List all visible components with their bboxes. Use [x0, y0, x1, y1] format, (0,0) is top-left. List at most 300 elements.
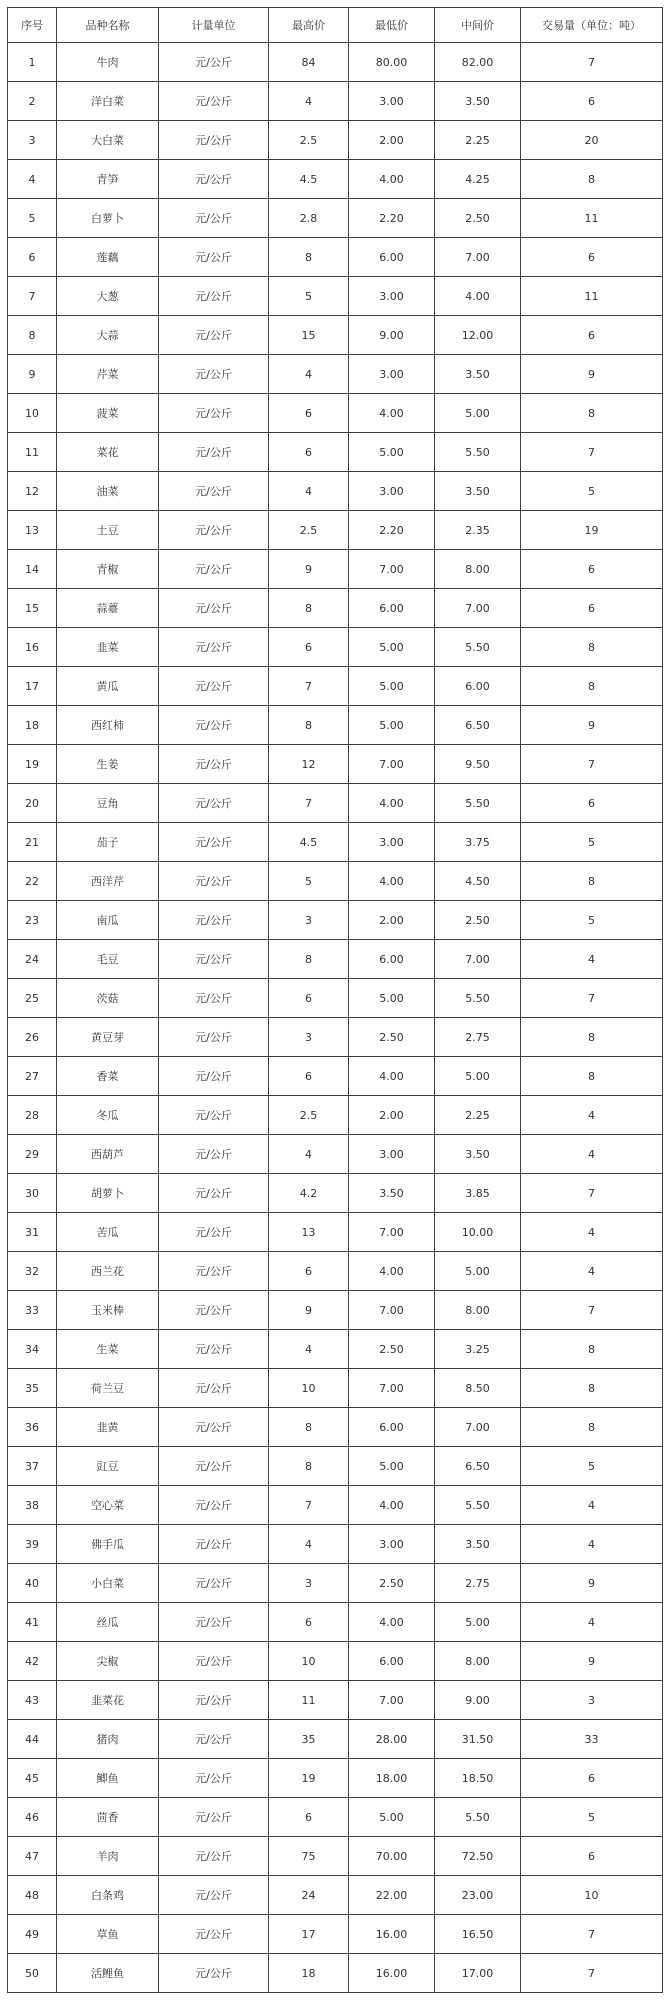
cell-index: 49 [8, 1915, 57, 1954]
header-variety-name: 品种名称 [57, 8, 159, 43]
cell-mid-price: 5.00 [435, 1057, 521, 1096]
header-max-price: 最高价 [269, 8, 349, 43]
cell-max-price: 10 [269, 1642, 349, 1681]
cell-max-price: 4.5 [269, 160, 349, 199]
cell-volume: 33 [521, 1720, 663, 1759]
cell-index: 5 [8, 199, 57, 238]
cell-variety-name: 韭菜 [57, 628, 159, 667]
table-row [8, 160, 663, 199]
table-row [8, 1447, 663, 1486]
cell-mid-price: 5.00 [435, 1252, 521, 1291]
cell-volume: 3 [521, 1681, 663, 1720]
cell-mid-price: 6.00 [435, 667, 521, 706]
cell-mid-price: 8.00 [435, 1291, 521, 1330]
cell-volume: 6 [521, 1837, 663, 1876]
cell-max-price: 4 [269, 472, 349, 511]
cell-index: 37 [8, 1447, 57, 1486]
cell-max-price: 7 [269, 1486, 349, 1525]
cell-index: 45 [8, 1759, 57, 1798]
cell-index: 27 [8, 1057, 57, 1096]
cell-unit: 元/公斤 [159, 472, 269, 511]
cell-variety-name: 尖椒 [57, 1642, 159, 1681]
cell-min-price: 6.00 [349, 940, 435, 979]
cell-min-price: 4.00 [349, 160, 435, 199]
cell-max-price: 13 [269, 1213, 349, 1252]
cell-index: 24 [8, 940, 57, 979]
cell-mid-price: 5.50 [435, 433, 521, 472]
cell-variety-name: 油菜 [57, 472, 159, 511]
table-row [8, 1876, 663, 1915]
cell-mid-price: 2.25 [435, 121, 521, 160]
header-unit: 计量单位 [159, 8, 269, 43]
cell-max-price: 2.5 [269, 121, 349, 160]
table-row [8, 1252, 663, 1291]
cell-index: 28 [8, 1096, 57, 1135]
cell-index: 14 [8, 550, 57, 589]
cell-max-price: 8 [269, 940, 349, 979]
cell-index: 18 [8, 706, 57, 745]
cell-index: 6 [8, 238, 57, 277]
cell-volume: 4 [521, 1525, 663, 1564]
cell-index: 35 [8, 1369, 57, 1408]
cell-unit: 元/公斤 [159, 277, 269, 316]
table-row [8, 589, 663, 628]
cell-volume: 7 [521, 1915, 663, 1954]
table-row [8, 433, 663, 472]
table-row [8, 1954, 663, 1993]
cell-variety-name: 黄豆芽 [57, 1018, 159, 1057]
cell-max-price: 6 [269, 1603, 349, 1642]
table-row [8, 550, 663, 589]
cell-unit: 元/公斤 [159, 1915, 269, 1954]
cell-max-price: 75 [269, 1837, 349, 1876]
cell-variety-name: 丝瓜 [57, 1603, 159, 1642]
cell-min-price: 4.00 [349, 394, 435, 433]
cell-unit: 元/公斤 [159, 1954, 269, 1993]
cell-unit: 元/公斤 [159, 1252, 269, 1291]
cell-max-price: 5 [269, 277, 349, 316]
cell-volume: 6 [521, 1759, 663, 1798]
header-index: 序号 [8, 8, 57, 43]
cell-unit: 元/公斤 [159, 1681, 269, 1720]
cell-variety-name: 茴香 [57, 1798, 159, 1837]
cell-variety-name: 大葱 [57, 277, 159, 316]
table-row [8, 121, 663, 160]
cell-volume: 4 [521, 940, 663, 979]
table-row [8, 1525, 663, 1564]
cell-min-price: 80.00 [349, 43, 435, 82]
table-row [8, 316, 663, 355]
cell-max-price: 15 [269, 316, 349, 355]
cell-mid-price: 3.50 [435, 1525, 521, 1564]
price-table [7, 7, 663, 1993]
cell-unit: 元/公斤 [159, 433, 269, 472]
cell-variety-name: 芹菜 [57, 355, 159, 394]
cell-mid-price: 5.50 [435, 784, 521, 823]
cell-max-price: 4.5 [269, 823, 349, 862]
cell-mid-price: 9.00 [435, 1681, 521, 1720]
cell-unit: 元/公斤 [159, 1018, 269, 1057]
cell-min-price: 3.50 [349, 1174, 435, 1213]
table-row [8, 82, 663, 121]
cell-index: 36 [8, 1408, 57, 1447]
table-row [8, 1798, 663, 1837]
cell-max-price: 6 [269, 979, 349, 1018]
cell-unit: 元/公斤 [159, 199, 269, 238]
cell-unit: 元/公斤 [159, 238, 269, 277]
cell-unit: 元/公斤 [159, 862, 269, 901]
cell-min-price: 7.00 [349, 745, 435, 784]
cell-min-price: 3.00 [349, 1525, 435, 1564]
cell-index: 9 [8, 355, 57, 394]
cell-index: 17 [8, 667, 57, 706]
cell-index: 7 [8, 277, 57, 316]
cell-variety-name: 茨菇 [57, 979, 159, 1018]
cell-variety-name: 豆角 [57, 784, 159, 823]
cell-max-price: 3 [269, 901, 349, 940]
cell-min-price: 3.00 [349, 823, 435, 862]
cell-volume: 4 [521, 1486, 663, 1525]
cell-index: 19 [8, 745, 57, 784]
table-row [8, 1720, 663, 1759]
cell-min-price: 22.00 [349, 1876, 435, 1915]
cell-index: 34 [8, 1330, 57, 1369]
cell-variety-name: 玉米棒 [57, 1291, 159, 1330]
table-row [8, 1213, 663, 1252]
cell-volume: 7 [521, 1954, 663, 1993]
cell-volume: 19 [521, 511, 663, 550]
cell-min-price: 7.00 [349, 1291, 435, 1330]
cell-index: 44 [8, 1720, 57, 1759]
cell-unit: 元/公斤 [159, 43, 269, 82]
table-row [8, 745, 663, 784]
cell-max-price: 7 [269, 784, 349, 823]
cell-volume: 4 [521, 1135, 663, 1174]
table-row [8, 901, 663, 940]
cell-max-price: 18 [269, 1954, 349, 1993]
cell-volume: 9 [521, 1564, 663, 1603]
cell-variety-name: 豇豆 [57, 1447, 159, 1486]
cell-volume: 5 [521, 823, 663, 862]
cell-mid-price: 7.00 [435, 238, 521, 277]
cell-volume: 7 [521, 433, 663, 472]
cell-volume: 9 [521, 355, 663, 394]
cell-max-price: 6 [269, 628, 349, 667]
cell-min-price: 5.00 [349, 706, 435, 745]
cell-index: 13 [8, 511, 57, 550]
cell-unit: 元/公斤 [159, 1369, 269, 1408]
cell-unit: 元/公斤 [159, 550, 269, 589]
cell-variety-name: 莲藕 [57, 238, 159, 277]
cell-max-price: 35 [269, 1720, 349, 1759]
table-row [8, 1408, 663, 1447]
cell-mid-price: 18.50 [435, 1759, 521, 1798]
table-row [8, 1486, 663, 1525]
cell-variety-name: 荷兰豆 [57, 1369, 159, 1408]
cell-volume: 4 [521, 1096, 663, 1135]
table-row [8, 1759, 663, 1798]
table-row [8, 1330, 663, 1369]
cell-unit: 元/公斤 [159, 1330, 269, 1369]
cell-index: 41 [8, 1603, 57, 1642]
cell-volume: 6 [521, 784, 663, 823]
cell-variety-name: 白条鸡 [57, 1876, 159, 1915]
cell-volume: 10 [521, 1876, 663, 1915]
cell-min-price: 2.50 [349, 1330, 435, 1369]
cell-min-price: 9.00 [349, 316, 435, 355]
cell-unit: 元/公斤 [159, 1174, 269, 1213]
cell-min-price: 5.00 [349, 1798, 435, 1837]
cell-max-price: 3 [269, 1018, 349, 1057]
cell-min-price: 70.00 [349, 1837, 435, 1876]
cell-min-price: 4.00 [349, 1603, 435, 1642]
cell-variety-name: 鲫鱼 [57, 1759, 159, 1798]
cell-unit: 元/公斤 [159, 1603, 269, 1642]
cell-unit: 元/公斤 [159, 316, 269, 355]
cell-max-price: 8 [269, 238, 349, 277]
cell-unit: 元/公斤 [159, 1642, 269, 1681]
cell-mid-price: 4.50 [435, 862, 521, 901]
cell-variety-name: 毛豆 [57, 940, 159, 979]
cell-index: 43 [8, 1681, 57, 1720]
cell-mid-price: 6.50 [435, 1447, 521, 1486]
cell-max-price: 24 [269, 1876, 349, 1915]
cell-mid-price: 4.00 [435, 277, 521, 316]
cell-min-price: 5.00 [349, 667, 435, 706]
cell-index: 21 [8, 823, 57, 862]
cell-variety-name: 西红柿 [57, 706, 159, 745]
cell-variety-name: 生姜 [57, 745, 159, 784]
cell-volume: 8 [521, 1369, 663, 1408]
cell-unit: 元/公斤 [159, 745, 269, 784]
cell-min-price: 16.00 [349, 1915, 435, 1954]
table-header-row [8, 8, 663, 43]
cell-mid-price: 5.50 [435, 1486, 521, 1525]
cell-max-price: 7 [269, 667, 349, 706]
table-row [8, 1369, 663, 1408]
cell-variety-name: 茄子 [57, 823, 159, 862]
cell-volume: 8 [521, 394, 663, 433]
cell-mid-price: 5.50 [435, 1798, 521, 1837]
cell-min-price: 7.00 [349, 1681, 435, 1720]
cell-volume: 8 [521, 1408, 663, 1447]
cell-mid-price: 2.75 [435, 1018, 521, 1057]
cell-variety-name: 青椒 [57, 550, 159, 589]
table-row [8, 43, 663, 82]
cell-unit: 元/公斤 [159, 121, 269, 160]
cell-volume: 8 [521, 1330, 663, 1369]
cell-index: 42 [8, 1642, 57, 1681]
table-row [8, 1291, 663, 1330]
cell-max-price: 4 [269, 82, 349, 121]
header-volume: 交易量（单位：吨） [521, 8, 663, 43]
cell-variety-name: 南瓜 [57, 901, 159, 940]
cell-unit: 元/公斤 [159, 901, 269, 940]
price-table-container [7, 7, 663, 1993]
table-row [8, 784, 663, 823]
table-row [8, 238, 663, 277]
table-row [8, 355, 663, 394]
cell-variety-name: 猪肉 [57, 1720, 159, 1759]
table-row [8, 511, 663, 550]
cell-index: 22 [8, 862, 57, 901]
cell-min-price: 5.00 [349, 628, 435, 667]
table-row [8, 1603, 663, 1642]
cell-min-price: 3.00 [349, 82, 435, 121]
cell-volume: 4 [521, 1213, 663, 1252]
cell-mid-price: 6.50 [435, 706, 521, 745]
cell-mid-price: 10.00 [435, 1213, 521, 1252]
cell-volume: 6 [521, 238, 663, 277]
cell-volume: 11 [521, 277, 663, 316]
cell-index: 8 [8, 316, 57, 355]
cell-mid-price: 8.00 [435, 1642, 521, 1681]
table-row [8, 1681, 663, 1720]
cell-min-price: 4.00 [349, 1252, 435, 1291]
cell-min-price: 4.00 [349, 1486, 435, 1525]
cell-variety-name: 牛肉 [57, 43, 159, 82]
cell-unit: 元/公斤 [159, 1447, 269, 1486]
cell-max-price: 6 [269, 1252, 349, 1291]
cell-mid-price: 72.50 [435, 1837, 521, 1876]
cell-max-price: 4 [269, 1330, 349, 1369]
cell-unit: 元/公斤 [159, 160, 269, 199]
table-row [8, 1096, 663, 1135]
cell-max-price: 3 [269, 1564, 349, 1603]
cell-mid-price: 3.75 [435, 823, 521, 862]
cell-index: 4 [8, 160, 57, 199]
cell-variety-name: 菠菜 [57, 394, 159, 433]
cell-index: 38 [8, 1486, 57, 1525]
table-row [8, 472, 663, 511]
cell-unit: 元/公斤 [159, 628, 269, 667]
table-row [8, 199, 663, 238]
cell-mid-price: 3.50 [435, 355, 521, 394]
cell-volume: 7 [521, 979, 663, 1018]
cell-mid-price: 3.50 [435, 1135, 521, 1174]
table-row [8, 1837, 663, 1876]
cell-min-price: 4.00 [349, 862, 435, 901]
cell-min-price: 6.00 [349, 1408, 435, 1447]
cell-mid-price: 8.00 [435, 550, 521, 589]
table-row [8, 394, 663, 433]
header-min-price: 最低价 [349, 8, 435, 43]
cell-index: 15 [8, 589, 57, 628]
cell-max-price: 10 [269, 1369, 349, 1408]
cell-volume: 8 [521, 667, 663, 706]
cell-unit: 元/公斤 [159, 979, 269, 1018]
cell-mid-price: 7.00 [435, 589, 521, 628]
cell-index: 1 [8, 43, 57, 82]
table-row [8, 1135, 663, 1174]
cell-unit: 元/公斤 [159, 1291, 269, 1330]
cell-index: 20 [8, 784, 57, 823]
cell-index: 30 [8, 1174, 57, 1213]
table-row [8, 862, 663, 901]
cell-max-price: 5 [269, 862, 349, 901]
cell-index: 11 [8, 433, 57, 472]
cell-max-price: 2.5 [269, 1096, 349, 1135]
cell-unit: 元/公斤 [159, 1759, 269, 1798]
cell-max-price: 2.5 [269, 511, 349, 550]
cell-max-price: 4 [269, 355, 349, 394]
table-row [8, 940, 663, 979]
cell-mid-price: 5.50 [435, 628, 521, 667]
cell-min-price: 6.00 [349, 238, 435, 277]
cell-mid-price: 7.00 [435, 1408, 521, 1447]
table-row [8, 667, 663, 706]
table-row [8, 1564, 663, 1603]
cell-index: 26 [8, 1018, 57, 1057]
cell-index: 46 [8, 1798, 57, 1837]
cell-volume: 6 [521, 82, 663, 121]
cell-index: 3 [8, 121, 57, 160]
cell-volume: 5 [521, 1798, 663, 1837]
cell-unit: 元/公斤 [159, 1486, 269, 1525]
cell-mid-price: 12.00 [435, 316, 521, 355]
cell-variety-name: 苦瓜 [57, 1213, 159, 1252]
cell-mid-price: 2.35 [435, 511, 521, 550]
cell-min-price: 18.00 [349, 1759, 435, 1798]
table-row [8, 1642, 663, 1681]
table-row [8, 979, 663, 1018]
cell-volume: 7 [521, 1174, 663, 1213]
cell-max-price: 9 [269, 1291, 349, 1330]
cell-index: 23 [8, 901, 57, 940]
cell-variety-name: 西洋芹 [57, 862, 159, 901]
cell-min-price: 7.00 [349, 1213, 435, 1252]
cell-mid-price: 23.00 [435, 1876, 521, 1915]
cell-volume: 7 [521, 43, 663, 82]
cell-variety-name: 小白菜 [57, 1564, 159, 1603]
cell-min-price: 2.00 [349, 1096, 435, 1135]
cell-min-price: 2.00 [349, 121, 435, 160]
cell-min-price: 7.00 [349, 1369, 435, 1408]
cell-max-price: 8 [269, 589, 349, 628]
cell-unit: 元/公斤 [159, 1057, 269, 1096]
cell-max-price: 4.2 [269, 1174, 349, 1213]
cell-mid-price: 2.50 [435, 901, 521, 940]
cell-mid-price: 3.50 [435, 472, 521, 511]
cell-volume: 7 [521, 745, 663, 784]
cell-unit: 元/公斤 [159, 1798, 269, 1837]
cell-min-price: 2.20 [349, 511, 435, 550]
cell-variety-name: 西葫芦 [57, 1135, 159, 1174]
cell-variety-name: 西兰花 [57, 1252, 159, 1291]
cell-max-price: 84 [269, 43, 349, 82]
cell-volume: 6 [521, 550, 663, 589]
cell-index: 10 [8, 394, 57, 433]
cell-min-price: 7.00 [349, 550, 435, 589]
cell-volume: 4 [521, 1603, 663, 1642]
table-row [8, 1057, 663, 1096]
cell-min-price: 4.00 [349, 1057, 435, 1096]
cell-unit: 元/公斤 [159, 511, 269, 550]
cell-unit: 元/公斤 [159, 1720, 269, 1759]
cell-volume: 11 [521, 199, 663, 238]
cell-variety-name: 草鱼 [57, 1915, 159, 1954]
cell-index: 40 [8, 1564, 57, 1603]
cell-index: 31 [8, 1213, 57, 1252]
cell-unit: 元/公斤 [159, 589, 269, 628]
cell-volume: 5 [521, 901, 663, 940]
cell-min-price: 3.00 [349, 1135, 435, 1174]
cell-variety-name: 土豆 [57, 511, 159, 550]
cell-min-price: 6.00 [349, 589, 435, 628]
cell-mid-price: 2.75 [435, 1564, 521, 1603]
table-row [8, 628, 663, 667]
cell-mid-price: 5.50 [435, 979, 521, 1018]
